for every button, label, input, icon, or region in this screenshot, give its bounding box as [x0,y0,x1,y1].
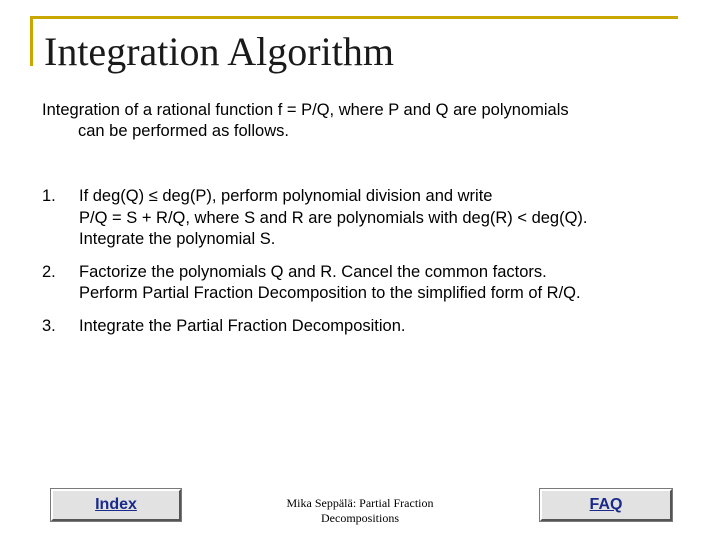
slide-title: Integration Algorithm [44,29,394,74]
intro-line-1: Integration of a rational function f = P/Q, where P and Q are polynomials [42,101,569,119]
footer-credit [270,496,450,526]
step-3-line-1: Integrate the Partial Fraction Decomposition. [79,316,406,335]
title-frame-left-rule [30,16,33,66]
step-1 [42,186,692,251]
step-1-number: 1. [42,187,56,205]
step-2-line-1: Factorize the polynomials Q and R. Cancel the common factors. [79,262,547,281]
index-button[interactable]: Index [51,489,181,521]
algorithm-steps [42,186,692,348]
step-1-line-1: If deg(Q) ≤ deg(P), perform polynomial division and write [79,187,493,205]
footer-credit-line-1: Mika Seppälä: Partial Fraction [286,496,434,510]
step-2 [42,262,692,305]
title-frame-top-rule [30,16,678,19]
step-3 [42,316,692,338]
intro-paragraph [42,100,682,142]
footer-credit-line-2: Decompositions [321,511,399,525]
step-1-line-2: P/Q = S + R/Q, where S and R are polynomials with deg(R) < deg(Q). [79,208,588,227]
step-2-number: 2. [42,262,56,281]
step-3-number: 3. [42,316,56,335]
intro-line-2: can be performed as follows. [78,122,289,140]
step-2-line-2: Perform Partial Fraction Decomposition to the simplified form of R/Q. [79,284,581,302]
faq-button[interactable]: FAQ [540,489,672,521]
step-1-line-3: Integrate the polynomial S. [79,230,276,248]
